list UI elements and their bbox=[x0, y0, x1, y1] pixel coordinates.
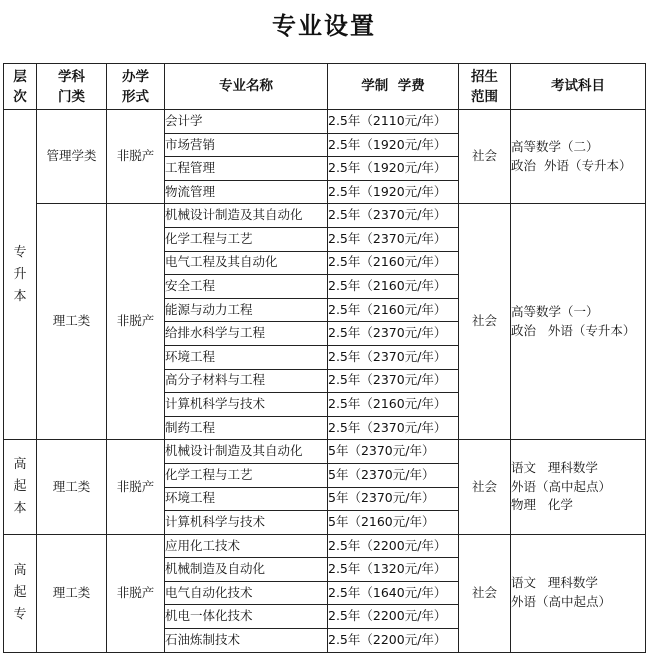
major-cell: 化学工程与工艺 bbox=[165, 463, 328, 487]
level-cell: 专 升 本 bbox=[4, 110, 37, 440]
mode-cell: 非脱产 bbox=[107, 110, 165, 204]
major-cell: 安全工程 bbox=[165, 275, 328, 299]
level-cell: 高 起 本 bbox=[4, 440, 37, 534]
fee-cell: 2.5年（2370元/年） bbox=[328, 369, 459, 393]
major-cell: 机械设计制造及其自动化 bbox=[165, 204, 328, 228]
scope-cell: 社会 bbox=[459, 440, 511, 534]
subjects-cell: 语文 理科数学 外语（高中起点） bbox=[511, 534, 646, 652]
table-row bbox=[4, 110, 646, 134]
fee-cell: 2.5年（2200元/年） bbox=[328, 629, 459, 653]
fee-cell: 2.5年（2370元/年） bbox=[328, 204, 459, 228]
major-cell: 环境工程 bbox=[165, 487, 328, 511]
major-cell: 电气工程及其自动化 bbox=[165, 251, 328, 275]
fee-cell: 2.5年（1920元/年） bbox=[328, 180, 459, 204]
table-row bbox=[4, 204, 646, 228]
mode-cell: 非脱产 bbox=[107, 440, 165, 534]
fee-cell: 2.5年（1920元/年） bbox=[328, 157, 459, 181]
subjects-cell: 语文 理科数学 外语（高中起点） 物理 化学 bbox=[511, 440, 646, 534]
header-mode: 办学 形式 bbox=[107, 64, 165, 110]
fee-cell: 5年（2370元/年） bbox=[328, 463, 459, 487]
major-cell: 计算机科学与技术 bbox=[165, 393, 328, 417]
fee-cell: 2.5年（1640元/年） bbox=[328, 581, 459, 605]
fee-cell: 2.5年（2160元/年） bbox=[328, 298, 459, 322]
major-cell: 高分子材料与工程 bbox=[165, 369, 328, 393]
fee-cell: 2.5年（1920元/年） bbox=[328, 133, 459, 157]
fee-cell: 2.5年（2370元/年） bbox=[328, 416, 459, 440]
fee-cell: 2.5年（2370元/年） bbox=[328, 322, 459, 346]
major-cell: 应用化工技术 bbox=[165, 534, 328, 558]
discipline-cell: 理工类 bbox=[37, 204, 107, 440]
subjects-cell: 高等数学（二） 政治 外语（专升本） bbox=[511, 110, 646, 204]
major-cell: 机械制造及自动化 bbox=[165, 558, 328, 582]
discipline-cell: 理工类 bbox=[37, 440, 107, 534]
table-row bbox=[4, 440, 646, 464]
fee-cell: 2.5年（1320元/年） bbox=[328, 558, 459, 582]
discipline-cell: 管理学类 bbox=[37, 110, 107, 204]
scope-cell: 社会 bbox=[459, 204, 511, 440]
header-level: 层 次 bbox=[4, 64, 37, 110]
major-cell: 电气自动化技术 bbox=[165, 581, 328, 605]
fee-cell: 2.5年（2160元/年） bbox=[328, 393, 459, 417]
header-major: 专业名称 bbox=[165, 64, 328, 110]
header-subjects: 考试科目 bbox=[511, 64, 646, 110]
major-cell: 机械设计制造及其自动化 bbox=[165, 440, 328, 464]
header-fee: 学制 学费 bbox=[328, 64, 459, 110]
table-row bbox=[4, 534, 646, 558]
major-cell: 给排水科学与工程 bbox=[165, 322, 328, 346]
fee-cell: 2.5年（2160元/年） bbox=[328, 251, 459, 275]
fee-cell: 2.5年（2200元/年） bbox=[328, 605, 459, 629]
subjects-cell: 高等数学（一） 政治 外语（专升本） bbox=[511, 204, 646, 440]
discipline-cell: 理工类 bbox=[37, 534, 107, 652]
mode-cell: 非脱产 bbox=[107, 204, 165, 440]
scope-cell: 社会 bbox=[459, 534, 511, 652]
fee-cell: 2.5年（2200元/年） bbox=[328, 534, 459, 558]
scope-cell: 社会 bbox=[459, 110, 511, 204]
fee-cell: 2.5年（2110元/年） bbox=[328, 110, 459, 134]
major-cell: 计算机科学与技术 bbox=[165, 511, 328, 535]
major-cell: 会计学 bbox=[165, 110, 328, 134]
major-cell: 市场营销 bbox=[165, 133, 328, 157]
fee-cell: 5年（2370元/年） bbox=[328, 487, 459, 511]
fee-cell: 2.5年（2370元/年） bbox=[328, 227, 459, 251]
fee-cell: 2.5年（2160元/年） bbox=[328, 275, 459, 299]
program-table bbox=[3, 63, 646, 653]
fee-cell: 5年（2160元/年） bbox=[328, 511, 459, 535]
fee-cell: 2.5年（2370元/年） bbox=[328, 345, 459, 369]
major-cell: 制药工程 bbox=[165, 416, 328, 440]
major-cell: 物流管理 bbox=[165, 180, 328, 204]
major-cell: 环境工程 bbox=[165, 345, 328, 369]
major-cell: 机电一体化技术 bbox=[165, 605, 328, 629]
header-scope: 招生 范围 bbox=[459, 64, 511, 110]
major-cell: 化学工程与工艺 bbox=[165, 227, 328, 251]
mode-cell: 非脱产 bbox=[107, 534, 165, 652]
major-cell: 石油炼制技术 bbox=[165, 629, 328, 653]
header-discipline: 学科 门类 bbox=[37, 64, 107, 110]
level-cell: 高 起 专 bbox=[4, 534, 37, 652]
fee-cell: 5年（2370元/年） bbox=[328, 440, 459, 464]
major-cell: 工程管理 bbox=[165, 157, 328, 181]
page-title: 专业设置 bbox=[272, 12, 376, 40]
major-cell: 能源与动力工程 bbox=[165, 298, 328, 322]
